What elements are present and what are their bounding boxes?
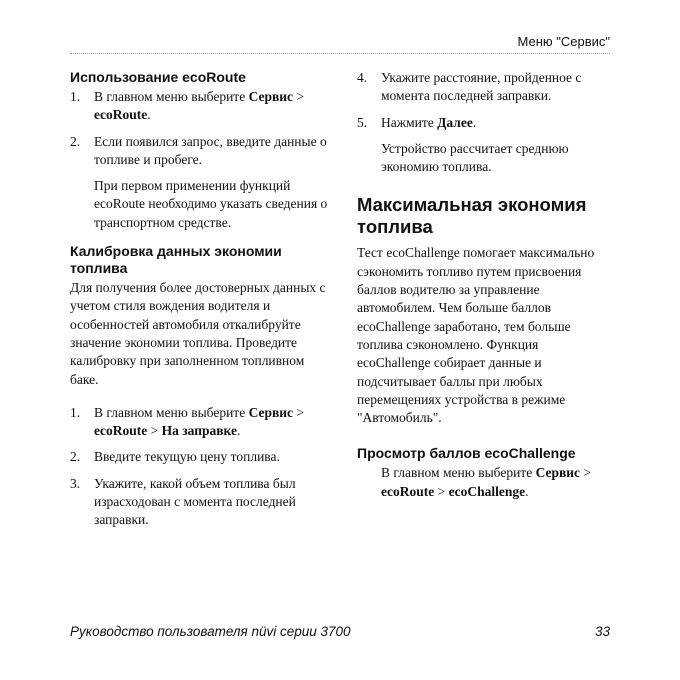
view-scores-instruction: В главном меню выберите Сервис > ecoRoute > ecoChallenge.: [381, 465, 592, 499]
ecoroute-note: При первом применении функций ecoRoute необходимо указать сведения о транспортном средстве.: [94, 178, 328, 230]
list-item: [70, 88, 332, 125]
step-number: 3.: [70, 475, 81, 491]
calibration-intro: Для получения более достоверных данных с учетом стиля вождения водителя и особенностей автомобиля откалибруйте значение экономии топлива. Проведите калибровку при заполненном топливном баке.: [70, 280, 326, 387]
running-header: Меню "Сервис": [517, 34, 610, 49]
section-heading-ecoroute: Использование ecoRoute: [70, 69, 246, 85]
ecochallenge-description: Тест ecoChallenge помогает максимально сэкономить топливо путем присвоения баллов водителю за управление автомобилем. Чем больше баллов ecoChallenge заработано, тем больше топлива сэкономлено. Функция ecoChallenge собирает данные и подсчитывает баллы при любых перемещениях устройства в режиме "Автомобиль".: [357, 245, 595, 426]
ecoroute-steps: [70, 88, 332, 169]
step-number: 2.: [70, 133, 81, 149]
section-heading-view-scores: Просмотр баллов ecoChallenge: [357, 445, 576, 462]
step-text: Нажмите Далее.: [381, 114, 477, 130]
step-number: 1.: [70, 89, 81, 104]
left-column: [70, 69, 332, 530]
list-item: [70, 475, 332, 530]
list-item: [70, 133, 332, 170]
step-text: В главном меню выберите Сервис > ecoRoute.: [94, 89, 305, 123]
section-heading-calibration: Калибровка данных экономии топлива: [70, 243, 282, 277]
step-number: 5.: [357, 114, 368, 130]
right-column: [357, 69, 612, 501]
step-number: 1.: [70, 404, 81, 420]
step-number: 4.: [357, 70, 368, 85]
section-heading-max-economy: Максимальная экономия топлива: [357, 194, 587, 238]
step-text: Укажите, какой объем топлива был израсходован с момента последней заправки.: [94, 475, 296, 528]
calibration-steps-continued: [357, 69, 612, 132]
step-text: Введите текущую цену топлива.: [94, 449, 280, 465]
list-item: [357, 114, 612, 132]
list-item: [70, 404, 332, 441]
step-number: 2.: [70, 449, 81, 465]
list-item: [70, 448, 332, 466]
step-text: В главном меню выберите Сервис > ecoRoute > На заправке.: [94, 404, 305, 439]
step-text: Если появился запрос, введите данные о топливе и пробеге.: [94, 133, 327, 167]
calibration-steps: [70, 404, 332, 530]
footer-manual-title: Руководство пользователя nüvi серии 3700: [70, 624, 351, 639]
header-divider: [70, 53, 610, 54]
list-item: [357, 69, 612, 106]
step-text: Укажите расстояние, пройденное с момента последней заправки.: [381, 70, 582, 104]
page-number: 33: [594, 624, 610, 639]
calibration-note: Устройство рассчитает среднюю экономию топлива.: [381, 140, 569, 175]
